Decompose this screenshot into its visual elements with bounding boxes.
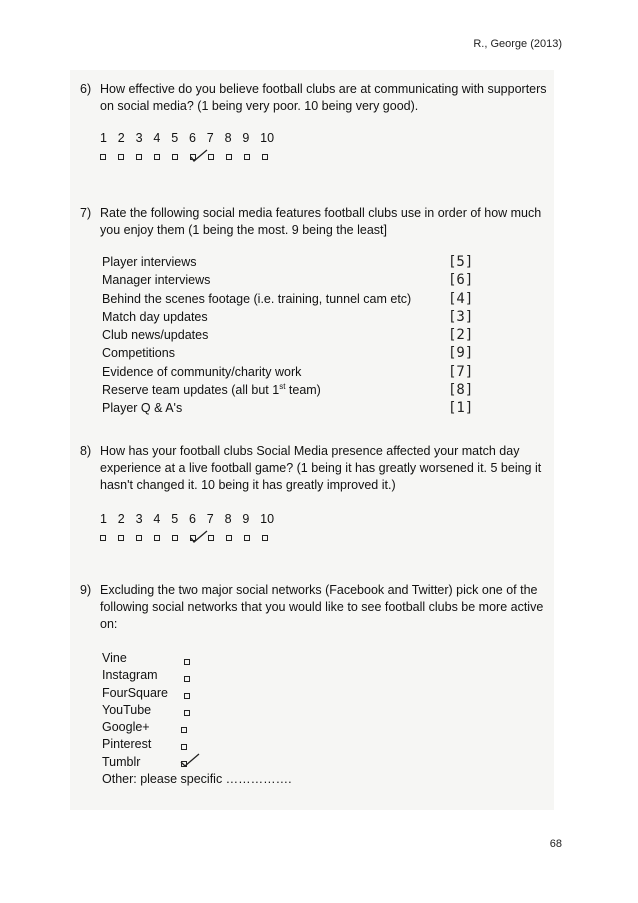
question-9-number: 9)	[80, 583, 92, 597]
scale-label: 5	[171, 512, 179, 526]
question-8-number: 8)	[80, 444, 92, 458]
feature-label	[102, 381, 411, 399]
scale-label: 1	[100, 512, 107, 526]
feature-label-part: team)	[285, 383, 321, 398]
feature-label: Player interviews	[102, 255, 197, 269]
scale-label: 8	[224, 512, 232, 526]
question-8-scale	[100, 512, 278, 526]
checkbox[interactable]	[262, 535, 268, 541]
scale-label: 3	[135, 131, 143, 145]
checkbox[interactable]	[100, 535, 106, 541]
scale-label: 7	[206, 512, 214, 526]
scale-label: 8	[224, 131, 232, 145]
feature-label: Player Q & A's	[102, 401, 183, 416]
feature-rank[interactable]: [8]	[448, 382, 474, 399]
network-label: Tumblr	[102, 754, 141, 769]
feature-rank[interactable]: [2]	[448, 327, 474, 344]
handwritten-tick-icon	[179, 752, 201, 768]
scale-label: 1	[100, 131, 107, 145]
checkbox[interactable]	[226, 154, 232, 160]
scale-label: 10	[260, 512, 275, 526]
network-label: Vine	[102, 651, 127, 665]
scale-label: 7	[206, 131, 214, 145]
feature-label: Behind the scenes footage (i.e. training, tunnel cam etc)	[102, 291, 412, 306]
checkbox[interactable]	[184, 710, 190, 716]
scale-label: 2	[117, 512, 125, 526]
scale-label: 9	[242, 512, 250, 526]
network-label: Instagram	[102, 668, 158, 683]
checkbox[interactable]	[181, 727, 187, 733]
feature-list	[102, 253, 411, 418]
feature-label: Manager interviews	[102, 273, 211, 288]
feature-rank[interactable]: [4]	[448, 290, 474, 307]
header-citation: R., George (2013)	[473, 38, 562, 50]
network-label: Google+	[102, 720, 150, 735]
checkbox[interactable]	[226, 535, 232, 541]
scale-label: 4	[153, 131, 161, 145]
feature-label: Competitions	[102, 346, 175, 361]
feature-rank[interactable]: [6]	[448, 272, 474, 289]
network-label: Pinterest	[102, 737, 152, 752]
page-number: 68	[549, 838, 562, 850]
question-6-scale	[100, 131, 278, 145]
feature-label: Match day updates	[102, 309, 208, 324]
scale-label: 9	[242, 131, 250, 145]
checkbox[interactable]	[118, 535, 124, 541]
checkbox[interactable]	[262, 154, 268, 160]
question-7-text: Rate the following social media features football clubs use in order of how much you enjoy them (1 being the most. 9 being the least]	[100, 206, 542, 237]
scale-label: 6	[188, 131, 196, 145]
question-8-text: How has your football clubs Social Media presence affected your match day experience at a live football game? (1 being it has greatly worsened it. 5 being it hasn't changed it. 10 being it has greatly improved it.)	[100, 444, 542, 492]
network-label: YouTube	[102, 702, 152, 717]
checkbox[interactable]	[184, 693, 190, 699]
scale-label: 3	[135, 512, 143, 526]
question-9-text: Excluding the two major social networks (Facebook and Twitter) pick one of the following social networks that you would like to see football clubs be more active on:	[100, 583, 544, 631]
checkbox[interactable]	[118, 154, 124, 160]
checkbox[interactable]	[181, 744, 187, 750]
checkbox[interactable]	[154, 535, 160, 541]
checkbox[interactable]	[136, 535, 142, 541]
feature-label: Evidence of community/charity work	[102, 364, 302, 379]
checkbox[interactable]	[136, 154, 142, 160]
checkbox[interactable]	[244, 154, 250, 160]
feature-rank[interactable]: [1]	[448, 400, 474, 417]
checkbox[interactable]	[100, 154, 106, 160]
checkbox[interactable]	[184, 676, 190, 682]
question-6-text: How effective do you believe football clubs are at communicating with supporters on social media? (1 being very poor. 10 being very good).	[100, 82, 547, 113]
feature-rank[interactable]: [9]	[448, 345, 474, 362]
checkbox[interactable]	[184, 659, 190, 665]
scale-label: 2	[117, 131, 125, 145]
question-7-number: 7)	[80, 206, 92, 220]
handwritten-tick-icon	[189, 529, 209, 545]
superscript: st	[279, 381, 286, 391]
checkbox[interactable]	[172, 154, 178, 160]
feature-rank[interactable]: [3]	[448, 308, 474, 325]
scale-label: 4	[153, 512, 161, 526]
checkbox[interactable]	[244, 535, 250, 541]
rank-list	[448, 253, 473, 418]
other-specify-text: Other: please specific …………….	[102, 772, 292, 787]
scale-label: 5	[171, 131, 179, 145]
checkbox[interactable]	[154, 154, 160, 160]
scale-label: 6	[188, 512, 196, 526]
checkbox[interactable]	[172, 535, 178, 541]
feature-rank[interactable]: [5]	[448, 254, 474, 270]
network-label: FourSquare	[102, 685, 169, 700]
scale-label: 10	[260, 131, 275, 145]
question-6-number: 6)	[80, 82, 92, 96]
feature-label-part: Reserve team updates (all but 1	[102, 383, 280, 398]
handwritten-tick-icon	[189, 148, 209, 164]
feature-rank[interactable]: [7]	[448, 363, 474, 380]
feature-label: Club news/updates	[102, 328, 209, 343]
